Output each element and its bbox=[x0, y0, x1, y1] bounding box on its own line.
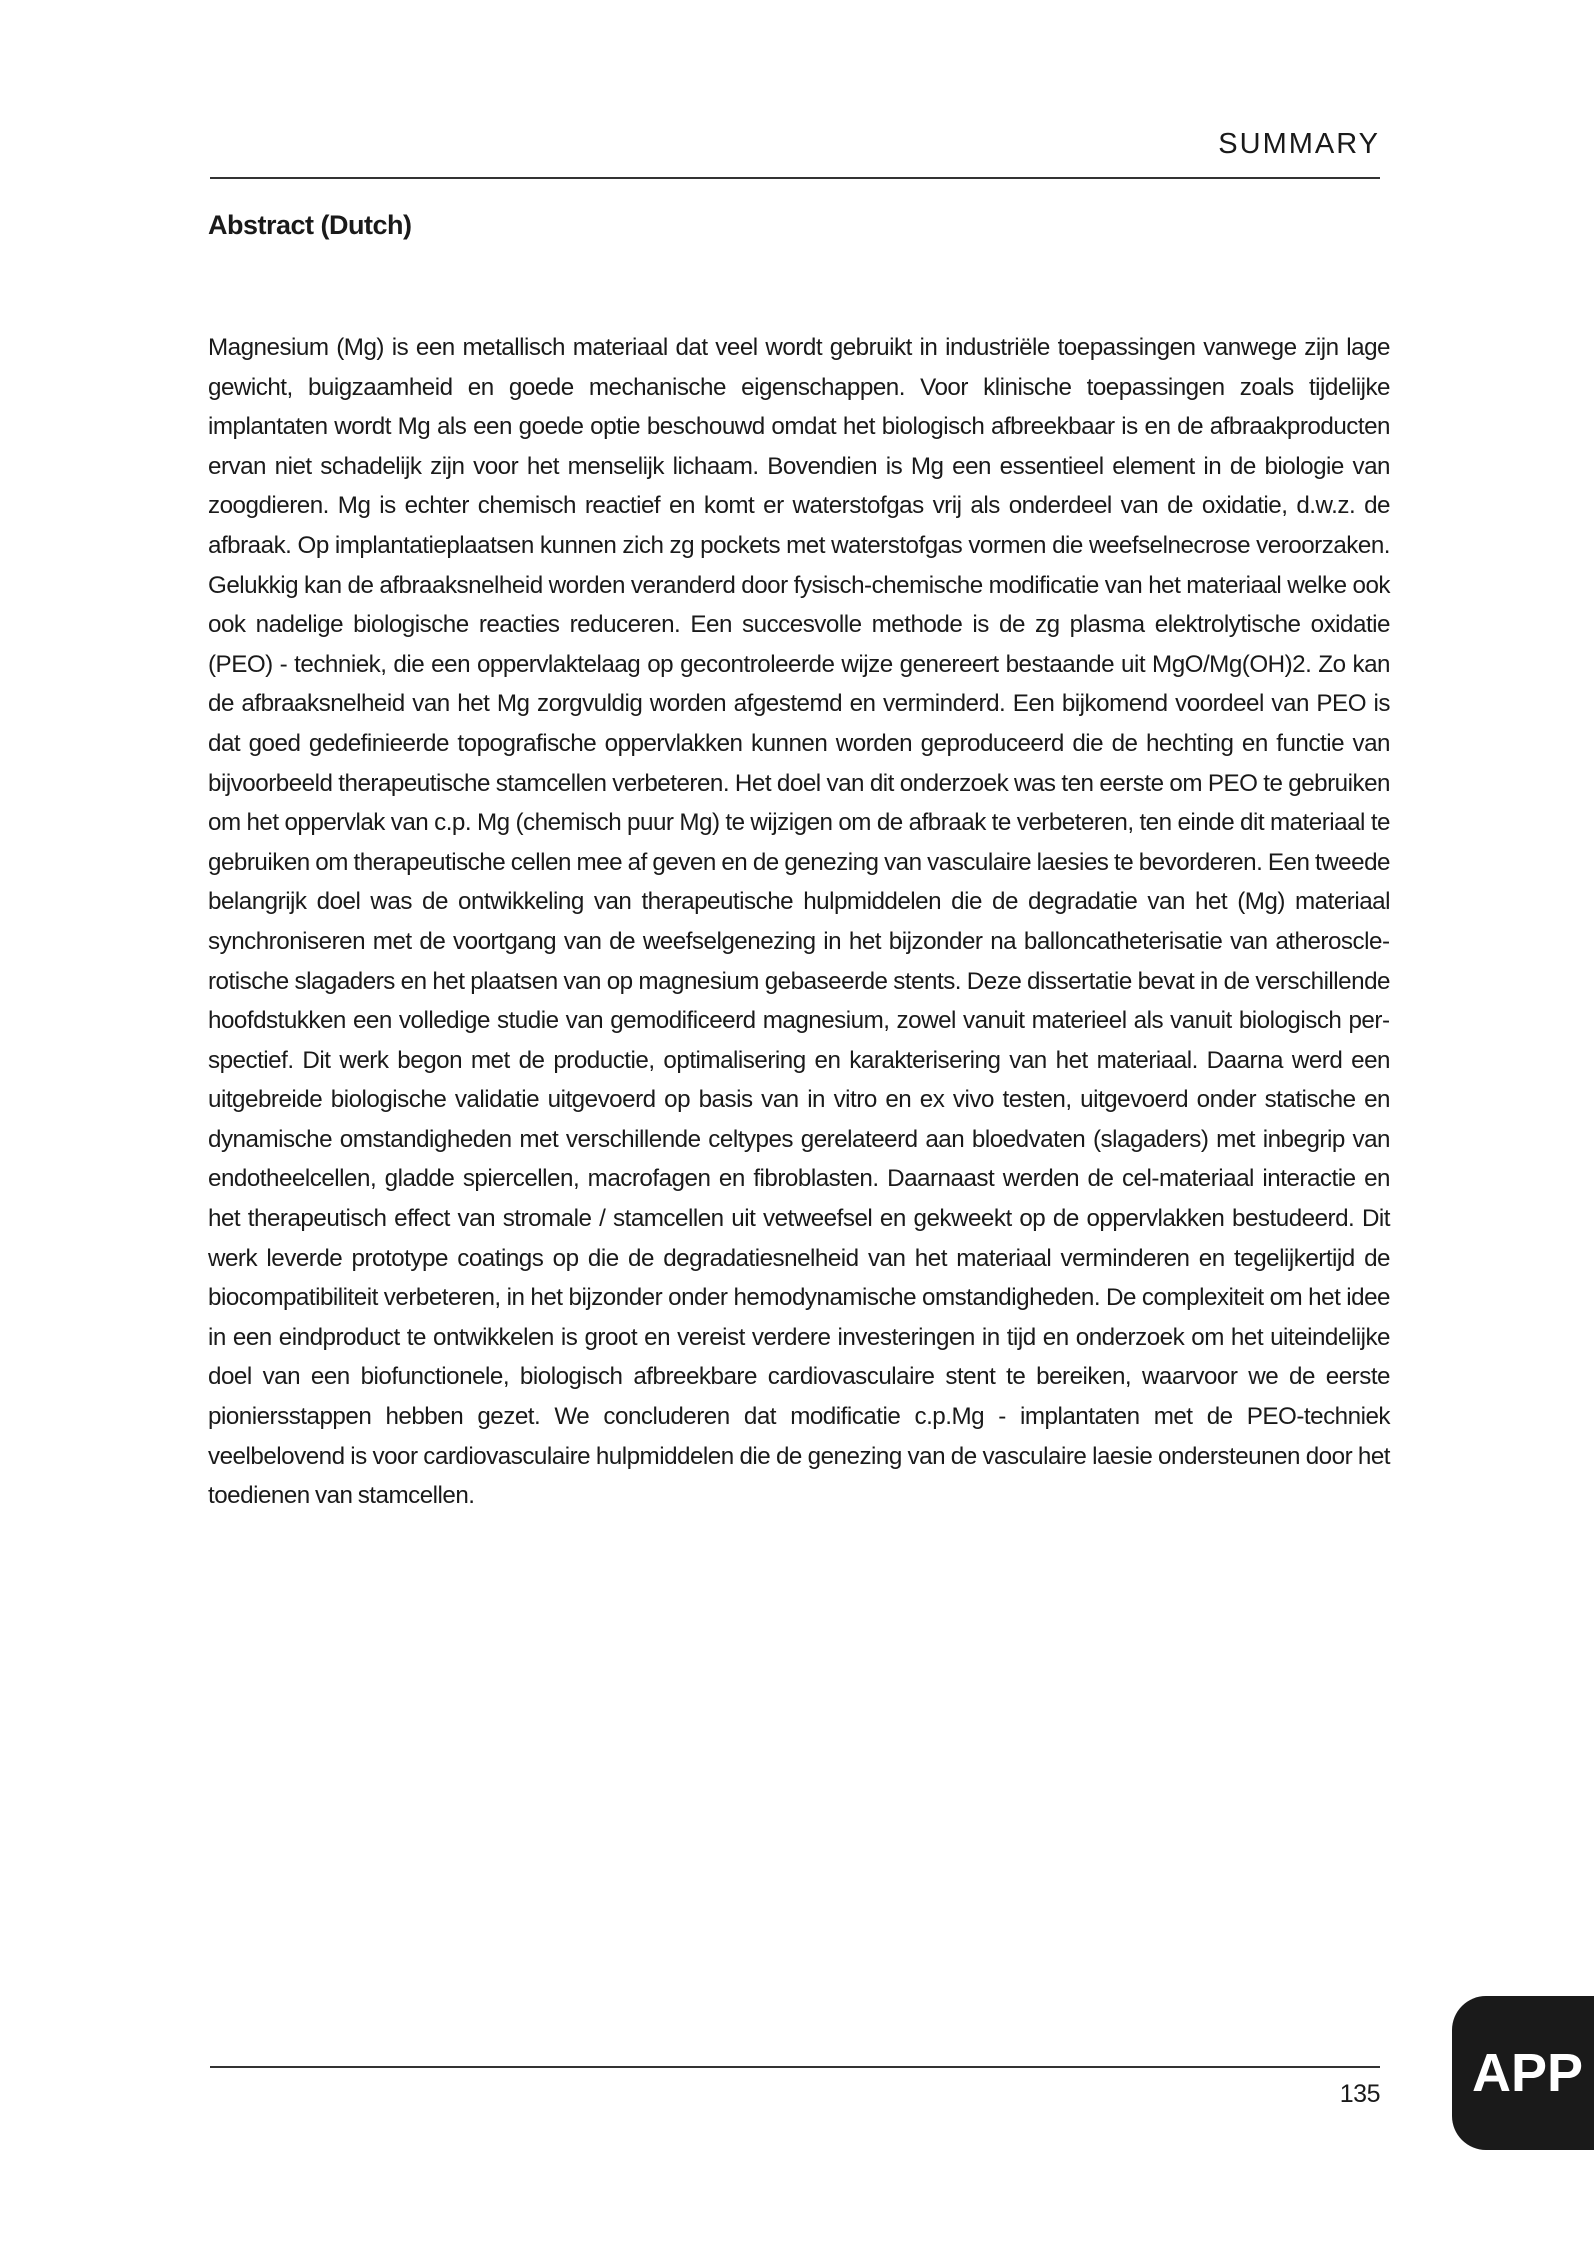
section-heading: Abstract (Dutch) bbox=[208, 210, 412, 240]
running-header: SUMMARY bbox=[1218, 128, 1380, 160]
chapter-tab-label: APP bbox=[1472, 2043, 1584, 2103]
abstract-paragraph: Magnesium (Mg) is een metallisch materiaal dat veel wordt gebruikt in industriële toepassingen vanwege zijn lage gewicht, buigzaamheid en goede mechanische eigenschappen. Voor klinische toepassingen zoals tijdelijke implantaten wordt Mg als een goede optie beschouwd omdat het biologisch afbreekbaar is en de afbraakproducten ervan niet schadelijk zijn voor het menselijk lichaam. Bovendien is Mg een essentieel element in de biologie van zoogdieren. Mg is echter chemisch reactief en komt er waterstofgas vrij als onderdeel van de oxidatie, d.w.z. de afbraak. Op implantatieplaatsen kunnen zich zg pockets met waterstofgas vormen die weefselnecrose veroorzaken. Gelukkig kan de afbraaksnelheid worden veranderd door fysisch-chemische modificatie van het materiaal welke ook ook nadelige biologische reacties reduceren. Een succesvolle methode is de zg plasma elektrolytische oxidatie (PEO) - techniek, die een oppervlaktelaag op gecontroleerde wijze genereert bestaande uit MgO/Mg(OH)2. Zo kan de afbraaksnelheid van het Mg zorgvuldig worden afgestemd en verminderd. Een bijkomend voordeel van PEO is dat goed gedefinieerde topografische oppervlakken kunnen worden geproduceerd die de hechting en functie van bijvoorbeeld therapeutische stamcellen verbeteren. Het doel van dit onderzoek was ten eerste om PEO te gebruiken om het oppervlak van c.p. Mg (chemisch puur Mg) te wijzigen om de afbraak te verbeteren, ten einde dit materiaal te gebruiken om therapeutische cellen mee af geven en de genezing van vasculaire laesies te bevorderen. Een tweede belangrijk doel was de ontwikkeling van therapeutische hulpmiddelen die de degradatie van het (Mg) materiaal synchroniseren met de voortgang van de weefselgenezing in het bijzonder na balloncatheterisatie van atherosclerotische slagaders en het plaatsen van op magnesium gebaseerde stents. Deze dissertatie bevat in de verschillende hoofdstukken een volledige studie van gemodificeerd magnesium, zowel vanuit materieel als vanuit biologisch perspectief. Dit werk begon met de productie, optimalisering en karakterisering van het materiaal. Daarna werd een uitgebreide biologische validatie uitgevoerd op basis van in vitro en ex vivo testen, uitgevoerd onder statische en dynamische omstandigheden met verschillende celtypes gerelateerd aan bloedvaten (slagaders) met inbegrip van endotheelcellen, gladde spiercellen, macrofagen en fibroblasten. Daarnaast werden de cel-materiaal interactie en het therapeutisch effect van stromale / stamcellen uit vetweefsel en gekweekt op de oppervlakken bestudeerd. Dit werk leverde prototype coatings op die de degradatiesnelheid van het materiaal verminderen en tegelijkertijd de biocompatibiliteit verbeteren, in het bijzonder onder hemodynamische omstandigheden. De complexiteit om het idee in een eindproduct te ontwikkelen is groot en vereist verdere investeringen in tijd en onderzoek om het uiteindelijke doel van een biofunctionele, biologisch afbreekbare cardiovasculaire stent te bereiken, waarvoor we de eerste pioniersstappen hebben gezet. We concluderen dat modificatie c.p.Mg - implantaten met de PEO-techniek veelbelovend is voor cardiovasculaire hulpmiddelen die de genezing van de vasculaire laesie ondersteunen door het toedienen van stamcellen. bbox=[208, 334, 1390, 1510]
chapter-tab bbox=[1452, 1996, 1594, 2150]
footer-rule bbox=[210, 2066, 1380, 2068]
page-number: 135 bbox=[1339, 2080, 1380, 2108]
header-rule bbox=[210, 177, 1380, 179]
